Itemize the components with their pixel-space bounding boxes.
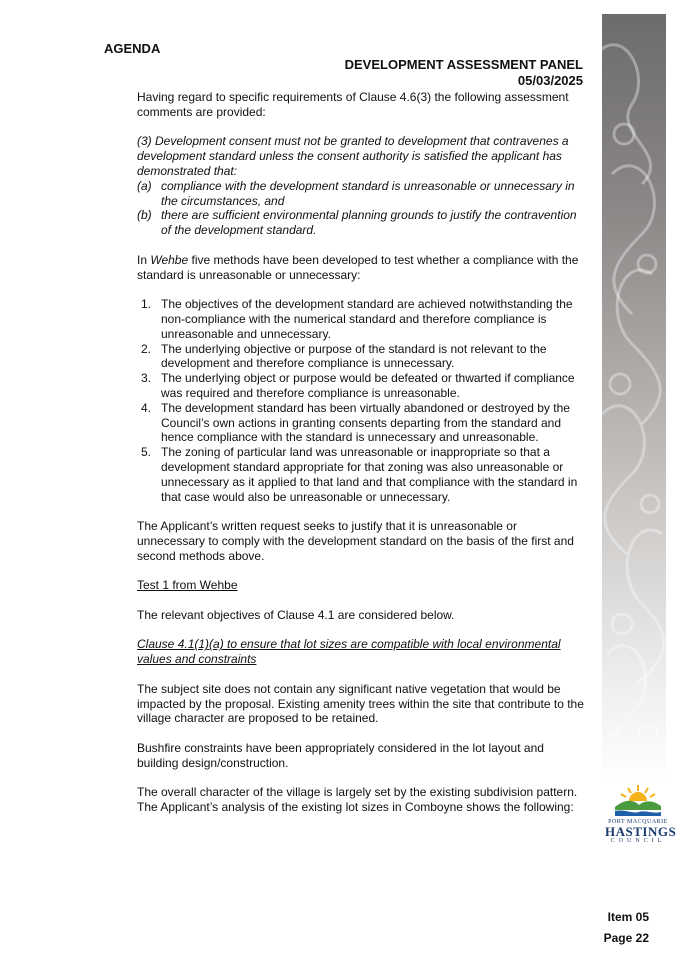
- logo-line3: COUNCIL: [610, 838, 666, 844]
- case-name: Wehbe: [150, 252, 189, 267]
- clause-item-text: there are sufficient environmental planning grounds to justify the contravention of the development standard.: [161, 208, 577, 238]
- clause-heading: Clause 4.1(1)(a) to ensure that lot sizes are compatible with local environmental values and constraints: [137, 637, 561, 667]
- council-logo: [605, 783, 677, 844]
- list-number: 3.: [141, 371, 152, 386]
- clause-lead: (3) Development consent must not be granted to development that contravenes a development standard unless the consent authority is satisfied the applicant has demonstrated that:: [137, 134, 569, 178]
- clause-item-label: (b): [137, 208, 152, 223]
- swirl-pattern-icon: [602, 14, 666, 784]
- list-item: [137, 445, 585, 504]
- list-item: [137, 342, 585, 372]
- clause-item-label: (a): [137, 178, 152, 193]
- clause-item-text: compliance with the development standard is unreasonable or unnecessary in the circumstances, and: [161, 178, 575, 208]
- wehbe-intro-paragraph: [137, 253, 585, 283]
- meeting-date: 05/03/2025: [517, 73, 583, 88]
- list-item: [137, 297, 585, 341]
- clause-quote: [137, 134, 585, 238]
- document-body: [137, 90, 585, 830]
- list-number: 5.: [141, 445, 152, 460]
- panel-title: DEVELOPMENT ASSESSMENT PANEL: [344, 57, 583, 72]
- list-item-text: The zoning of particular land was unreasonable or inappropriate so that a development standard appropriate for that zoning was also unreasonable or unnecessary as it applied to that land and that compliance with the standard in that case would also be unreasonable or unnecessary.: [161, 445, 578, 504]
- wehbe-methods-list: [137, 297, 585, 504]
- list-number: 4.: [141, 400, 152, 415]
- list-item: [137, 371, 585, 401]
- list-item-text: The development standard has been virtually abandoned or destroyed by the Council’s own actions in granting consents departing from the standard and hence compliance with the standard is unnecessary and unreasonable.: [161, 400, 570, 445]
- clause-item: [137, 179, 585, 209]
- wehbe-intro-post: five methods have been developed to test whether a compliance with the standard is unreasonable or unnecessary:: [137, 252, 579, 282]
- applicant-request-paragraph: The Applicant’s written request seeks to justify that it is unreasonable or unnecessary to comply with the development standard on the basis of the first and second methods above.: [137, 519, 574, 563]
- objectives-intro-paragraph: The relevant objectives of Clause 4.1 are considered below.: [137, 607, 455, 622]
- council-logo-icon: [613, 783, 663, 819]
- agenda-label: AGENDA: [104, 41, 161, 56]
- bushfire-paragraph: Bushfire constraints have been appropriately considered in the lot layout and building design/construction.: [137, 741, 544, 770]
- logo-line1: PORT MACQUARIE: [608, 819, 668, 825]
- wehbe-intro-pre: In: [137, 252, 151, 267]
- list-item-text: The underlying objective or purpose of the standard is not relevant to the development and therefore compliance is unnecessary.: [161, 341, 547, 371]
- page-number: Page 22: [603, 931, 649, 945]
- character-paragraph: The overall character of the village is largely set by the existing subdivision pattern. The Applicant’s analysis of the existing lot sizes in Comboyne shows the following:: [137, 785, 578, 815]
- logo-line2: HASTINGS: [605, 824, 677, 839]
- decorative-sidebar: [602, 14, 666, 784]
- test1-heading: Test 1 from Wehbe: [137, 578, 238, 593]
- list-number: 1.: [141, 297, 152, 312]
- list-item-text: The underlying object or purpose would be defeated or thwarted if compliance was required and therefore compliance is unreasonable.: [161, 371, 575, 400]
- vegetation-paragraph: The subject site does not contain any significant native vegetation that would be impacted by the proposal. Existing amenity trees within the site that contribute to the village character are proposed to be retained.: [137, 681, 584, 726]
- intro-paragraph: Having regard to specific requirements of Clause 4.6(3) the following assessment comments are provided:: [137, 90, 569, 119]
- item-number: Item 05: [607, 910, 649, 924]
- list-item: [137, 401, 585, 445]
- clause-item: [137, 208, 585, 238]
- list-item-text: The objectives of the development standard are achieved notwithstanding the non-compliance with the numerical standard and therefore compliance is unreasonable and unnecessary.: [161, 297, 573, 341]
- list-number: 2.: [141, 341, 152, 356]
